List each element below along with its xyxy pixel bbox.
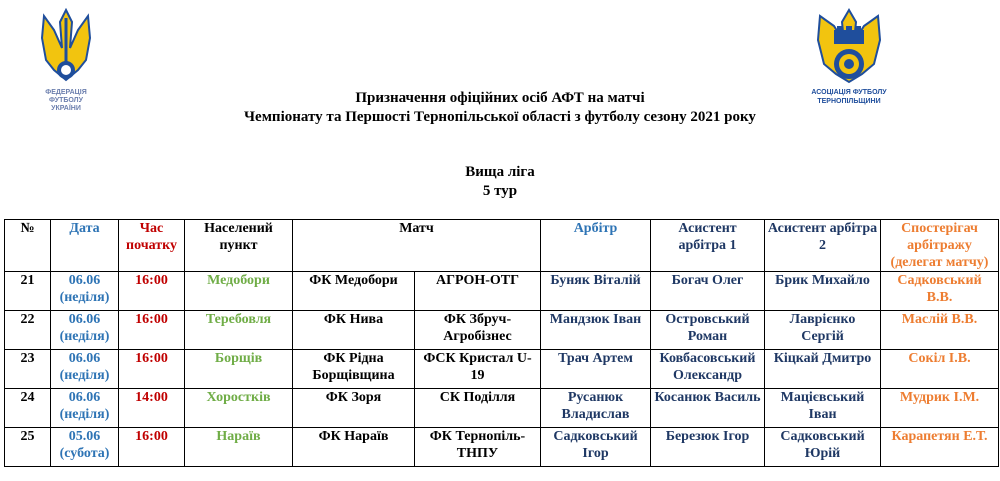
row-home-team: ФК Медобори (293, 272, 415, 311)
row-observer: Сокіл І.В. (881, 350, 999, 389)
header-match: Матч (293, 220, 541, 272)
header-row (5, 220, 999, 272)
row-home-team: ФК Зоря (293, 389, 415, 428)
row-referee: Русанюк Владислав (541, 389, 651, 428)
doc-title-line1: Призначення офіційних осіб АФТ на матчі (355, 90, 645, 106)
header-assistant2: Асистент арбітра 2 (765, 220, 881, 272)
row-time: 16:00 (119, 311, 185, 350)
row-day: (неділя) (59, 407, 110, 422)
row-time: 16:00 (119, 272, 185, 311)
row-place: Нараїв (185, 428, 293, 467)
row-observer: Садковський В.В. (881, 272, 999, 311)
row-away-team: ФСК Кристал U-19 (415, 350, 541, 389)
row-date-value: 06.06 (68, 312, 101, 327)
row-time: 14:00 (119, 389, 185, 428)
row-assistant2: Кіцкай Дмитро (765, 350, 881, 389)
row-num: 21 (5, 272, 51, 311)
row-date-value: 06.06 (68, 390, 101, 405)
row-assistant2: Мацієвський Іван (765, 389, 881, 428)
row-home-team: ФК Рідна Борщівщина (293, 350, 415, 389)
row-assistant2: Лаврієнко Сергій (765, 311, 881, 350)
ffu-logo-text-1: ФЕДЕРАЦІЯ (45, 89, 87, 96)
row-away-team: АГРОН-ОТГ (415, 272, 541, 311)
row-num: 23 (5, 350, 51, 389)
row-assistant2: Брик Михайло (765, 272, 881, 311)
header-date: Дата (51, 220, 119, 272)
row-num: 24 (5, 389, 51, 428)
row-assistant2: Садковський Юрій (765, 428, 881, 467)
header-assistant1: Асистент арбітра 1 (651, 220, 765, 272)
row-referee: Садковський Ігор (541, 428, 651, 467)
row-referee: Мандзюк Іван (541, 311, 651, 350)
row-away-team: СК Поділля (415, 389, 541, 428)
row-assistant1: Островський Роман (651, 311, 765, 350)
row-day: (неділя) (59, 329, 110, 344)
row-observer: Карапетян Е.Т. (881, 428, 999, 467)
header-observer: Спостерігач арбітражу (делегат матчу) (881, 220, 999, 272)
doc-title-line2: Чемпіонату та Першості Тернопільської області з футболу сезону 2021 року (244, 109, 756, 125)
row-date (51, 389, 119, 428)
table-row (5, 389, 999, 428)
aft-logo-text-2: ТЕРНОПІЛЬЩИНИ (817, 98, 881, 105)
row-away-team: ФК Тернопіль-ТНПУ (415, 428, 541, 467)
row-observer: Маслій В.В. (881, 311, 999, 350)
row-date-value: 06.06 (68, 273, 101, 288)
row-date (51, 311, 119, 350)
row-day: (неділя) (59, 290, 110, 305)
table-row (5, 311, 999, 350)
row-day: (субота) (59, 446, 110, 461)
row-assistant1: Ковбасовський Олександр (651, 350, 765, 389)
row-date (51, 428, 119, 467)
row-home-team: ФК Нараїв (293, 428, 415, 467)
league-name: Вища ліга (465, 164, 535, 180)
row-time: 16:00 (119, 428, 185, 467)
row-assistant1: Богач Олег (651, 272, 765, 311)
row-observer: Мудрик І.М. (881, 389, 999, 428)
row-place: Теребовля (185, 311, 293, 350)
schedule-table (4, 219, 999, 467)
row-referee: Буняк Віталій (541, 272, 651, 311)
ffu-logo-text-3: УКРАЇНИ (51, 105, 81, 112)
ffu-logo-text-2: ФУТБОЛУ (49, 97, 83, 104)
header-time: Час початку (119, 220, 185, 272)
row-place: Медобори (185, 272, 293, 311)
row-date (51, 272, 119, 311)
row-time: 16:00 (119, 350, 185, 389)
row-assistant1: Березюк Ігор (651, 428, 765, 467)
table-row (5, 272, 999, 311)
row-home-team: ФК Нива (293, 311, 415, 350)
row-place: Хоростків (185, 389, 293, 428)
row-place: Борщів (185, 350, 293, 389)
table-row (5, 350, 999, 389)
row-away-team: ФК Збруч-Агробізнес (415, 311, 541, 350)
aft-logo-text-1: АСОЦІАЦІЯ ФУТБОЛУ (811, 89, 887, 96)
header-place: Населений пункт (185, 220, 293, 272)
row-day: (неділя) (59, 368, 110, 383)
table-row (5, 428, 999, 467)
row-num: 22 (5, 311, 51, 350)
row-num: 25 (5, 428, 51, 467)
row-date-value: 06.06 (68, 351, 101, 366)
row-date (51, 350, 119, 389)
row-referee: Трач Артем (541, 350, 651, 389)
header-num: № (5, 220, 51, 272)
row-assistant1: Косанюк Василь (651, 389, 765, 428)
header-referee: Арбітр (541, 220, 651, 272)
row-date-value: 05.06 (68, 429, 101, 444)
round-name: 5 тур (482, 183, 518, 199)
